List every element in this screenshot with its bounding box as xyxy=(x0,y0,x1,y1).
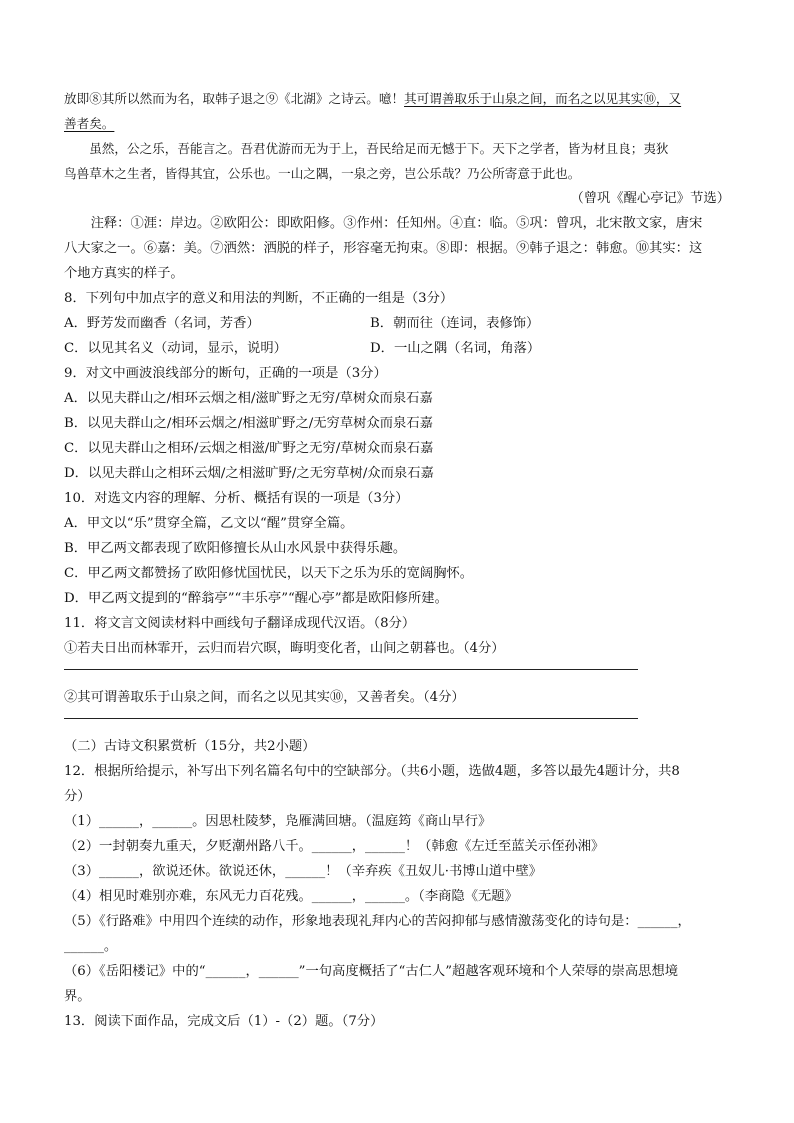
answer-line xyxy=(64,718,638,719)
option-a: A．以见夫群山之/相环云烟之相/滋旷野之无穷/草树众而泉石嘉 xyxy=(64,391,433,406)
translation-item-1: ①若夫日出而林霏开，云归而岩穴暝，晦明变化者，山间之朝暮也。（4分） xyxy=(64,641,505,656)
fill-item-5-cont: ______。 xyxy=(64,939,118,954)
option-b: B．甲乙两文都表现了欧阳修擅长从山水风景中获得乐趣。 xyxy=(64,541,407,556)
passage-text: 放即⑧其所以然而为名，取韩子退之⑨《北湖》之诗云。噫！ xyxy=(64,91,405,106)
passage-paragraph-cont: 鸟兽草木之生者，皆得其宜，公乐也。一山之隅，一泉之旁，岂公乐哉？乃公所寄意于此也。 xyxy=(64,166,581,181)
option-b: B．以见夫群山之/相环云烟之/相滋旷野之/无穷草树众而泉石嘉 xyxy=(64,416,433,431)
fill-item-3: （3）______，欲说还休。欲说还休，______！（辛弃疾《丑奴儿·书博山道中壁》 xyxy=(64,864,543,879)
passage-line xyxy=(64,86,730,111)
notes-line: 注释：①涯：岸边。②欧阳公：即欧阳修。③作州：任知州。④直：临。⑤巩：曾巩，北宋散文家，唐宋 xyxy=(90,216,703,231)
fill-item-2: （2）一封朝奏九重天，夕贬潮州路八千。______，______！（韩愈《左迁至蓝关示侄孙湘》 xyxy=(64,839,605,854)
fill-item-5: （5）《行路难》中用四个连续的动作，形象地表现礼拜内心的苦闷抑郁与感情激荡变化的诗句是：______， xyxy=(64,914,691,929)
fill-item-1: （1）______，______。因思杜陵梦，凫雁满回塘。（温庭筠《商山早行》 xyxy=(64,814,492,829)
question-12-stem: 12．根据所给提示，补写出下列名篇名句中的空缺部分。（共6小题，选做4题，多答以最先4题计分，共8 xyxy=(64,764,680,779)
option-a: A．甲文以“乐”贯穿全篇，乙文以“醒”贯穿全篇。 xyxy=(64,516,354,531)
translation-item-2: ②其可谓善取乐于山泉之间，而名之以见其实⑩，又善者矣。（4分） xyxy=(64,690,465,705)
fill-item-4: （4）相见时难别亦难，东风无力百花残。______，______。（李商隐《无题》 xyxy=(64,889,518,904)
question-8-options-row xyxy=(64,336,730,361)
passage-source: （曾巩《醒心亭记》节选） xyxy=(570,191,730,206)
passage-paragraph: 虽然，公之乐，吾能言之。吾君优游而无为于上，吾民给足而无憾于下。天下之学者，皆为材且良；夷狄 xyxy=(89,141,669,156)
question-8-options-row xyxy=(64,311,730,336)
question-10-stem: 10．对选文内容的理解、分析、概括有误的一项是（3分） xyxy=(64,491,409,506)
classical-passage xyxy=(64,86,730,186)
question-9-stem: 9．对文中画波浪线部分的断句，正确的一项是（3分） xyxy=(64,366,387,381)
underlined-sentence-end: 善者矣。 xyxy=(64,116,115,131)
notes-line: 八大家之一。⑥嘉：美。⑦洒然：洒脱的样子，形容毫无拘束。⑧即：根据。⑨韩子退之：韩愈。⑩其实：这 xyxy=(64,241,703,256)
underlined-sentence: 其可谓善取乐于山泉之间，而名之以见其实⑩，又 xyxy=(404,91,682,106)
option-d: D．甲乙两文提到的“醉翁亭”“丰乐亭”“醒心亭”都是欧阳修所建。 xyxy=(64,591,448,606)
option-a: A．野芳发而幽香（名词，芳香） xyxy=(64,316,260,331)
option-d: D．以见夫群山之相环云烟/之相滋旷野/之无穷草树/众而泉石嘉 xyxy=(64,466,434,481)
question-12-stem-cont: 分） xyxy=(64,789,91,804)
fill-item-6: （6）《岳阳楼记》中的“______，______”一句高度概括了“古仁人”超越客观环境和个人荣辱的崇高思想境 xyxy=(64,964,679,979)
question-13-stem: 13．阅读下面作品，完成文后（1）-（2）题。（7分） xyxy=(64,1014,384,1029)
option-d: D．一山之隅（名词，角落） xyxy=(370,341,541,356)
section-heading: （二）古诗文积累赏析（15分，共2小题） xyxy=(64,739,316,754)
option-b: B．朝而往（连词，表修饰） xyxy=(370,316,540,331)
option-c: C．以见夫群山之相环/云烟之相滋/旷野之无穷/草树众而泉石嘉 xyxy=(64,441,434,456)
option-c: C．以见其名义（动词，显示，说明） xyxy=(64,341,287,356)
question-11-stem: 11．将文言文阅读材料中画线句子翻译成现代汉语。（8分） xyxy=(64,616,416,631)
question-8-stem: 8．下列句中加点字的意义和用法的判断，不正确的一组是（3分） xyxy=(64,291,454,306)
answer-line xyxy=(64,669,638,670)
exam-page xyxy=(64,86,730,1034)
notes-line: 个地方真实的样子。 xyxy=(64,266,184,281)
option-c: C．甲乙两文都赞扬了欧阳修忧国忧民，以天下之乐为乐的宽阔胸怀。 xyxy=(64,566,474,581)
fill-item-6-cont: 界。 xyxy=(64,989,91,1004)
